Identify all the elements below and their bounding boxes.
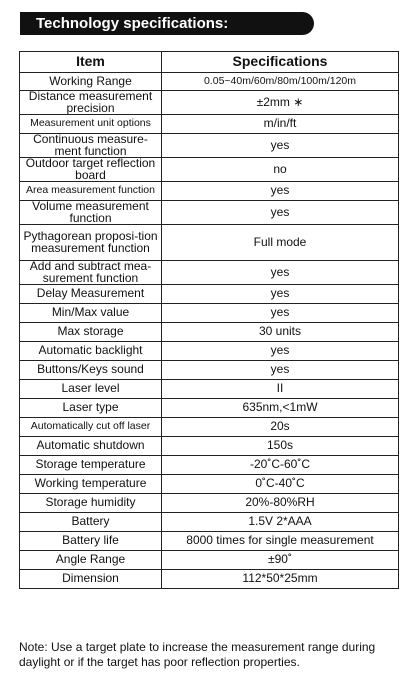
item-cell: Outdoor target reflection board — [20, 158, 162, 182]
spec-cell: yes — [162, 134, 399, 158]
spec-cell: yes — [162, 261, 399, 285]
spec-cell: 635nm,<1mW — [162, 399, 399, 418]
item-cell: Working temperature — [20, 475, 162, 494]
table-row — [20, 158, 399, 182]
table-row — [20, 115, 399, 134]
spec-cell: -20˚C-60˚C — [162, 456, 399, 475]
table-row — [20, 456, 399, 475]
spec-cell: 20s — [162, 418, 399, 437]
table-row — [20, 551, 399, 570]
spec-cell: 30 units — [162, 323, 399, 342]
spec-cell: yes — [162, 304, 399, 323]
item-cell: Battery — [20, 513, 162, 532]
table-row — [20, 285, 399, 304]
spec-cell: m/in/ft — [162, 115, 399, 134]
table-row — [20, 91, 399, 115]
item-cell: Min/Max value — [20, 304, 162, 323]
table-row — [20, 437, 399, 456]
spec-cell: ±90˚ — [162, 551, 399, 570]
specifications-table — [19, 51, 399, 589]
item-cell: Laser level — [20, 380, 162, 399]
item-cell: Buttons/Keys sound — [20, 361, 162, 380]
spec-cell: II — [162, 380, 399, 399]
item-cell: Storage temperature — [20, 456, 162, 475]
table-row — [20, 182, 399, 201]
item-cell: Delay Measurement — [20, 285, 162, 304]
table-row — [20, 570, 399, 589]
table-row — [20, 304, 399, 323]
table-row — [20, 323, 399, 342]
item-cell: Distance measurement precision — [20, 91, 162, 115]
item-cell: Dimension — [20, 570, 162, 589]
item-cell: Storage humidity — [20, 494, 162, 513]
item-cell: Automatically cut off laser — [20, 418, 162, 437]
table-header-row — [20, 52, 399, 73]
section-header — [20, 12, 314, 35]
item-cell: Volume measurement function — [20, 201, 162, 225]
spec-cell: yes — [162, 182, 399, 201]
table-body — [20, 73, 399, 589]
item-cell: Continuous measure-ment function — [20, 134, 162, 158]
spec-cell: 1.5V 2*AAA — [162, 513, 399, 532]
item-cell: Max storage — [20, 323, 162, 342]
spec-cell: yes — [162, 201, 399, 225]
spec-cell: ±2mm ∗ — [162, 91, 399, 115]
item-cell: Working Range — [20, 73, 162, 91]
table-row — [20, 201, 399, 225]
table-row — [20, 513, 399, 532]
item-cell: Laser type — [20, 399, 162, 418]
item-cell: Area measurement function — [20, 182, 162, 201]
item-cell: Battery life — [20, 532, 162, 551]
spec-cell: yes — [162, 361, 399, 380]
spec-cell: 150s — [162, 437, 399, 456]
item-cell: Angle Range — [20, 551, 162, 570]
spec-cell: 8000 times for single measurement — [162, 532, 399, 551]
table-row — [20, 399, 399, 418]
table-row — [20, 134, 399, 158]
table-row — [20, 494, 399, 513]
spec-cell: 112*50*25mm — [162, 570, 399, 589]
table-row — [20, 475, 399, 494]
spec-cell: 0˚C-40˚C — [162, 475, 399, 494]
table-row — [20, 361, 399, 380]
section-title: Technology specifications: — [36, 15, 229, 32]
table-row — [20, 342, 399, 361]
table-row — [20, 532, 399, 551]
table-row — [20, 73, 399, 91]
item-cell: Automatic shutdown — [20, 437, 162, 456]
spec-cell: 20%-80%RH — [162, 494, 399, 513]
spec-cell: no — [162, 158, 399, 182]
spec-cell: 0.05~40m/60m/80m/100m/120m — [162, 73, 399, 91]
spec-cell: yes — [162, 342, 399, 361]
item-cell: Measurement unit options — [20, 115, 162, 134]
table-row — [20, 418, 399, 437]
spec-cell: Full mode — [162, 225, 399, 261]
footnote: Note: Use a target plate to increase the measurement range during daylight or if the target has poor reflection properties. — [19, 640, 376, 669]
item-cell: Pythagorean proposi-tion measurement function — [20, 225, 162, 261]
table-row — [20, 261, 399, 285]
item-cell: Automatic backlight — [20, 342, 162, 361]
item-cell: Add and subtract mea-surement function — [20, 261, 162, 285]
column-header-item: Item — [20, 52, 162, 73]
spec-cell: yes — [162, 285, 399, 304]
column-header-specifications: Specifications — [162, 52, 399, 73]
table-row — [20, 380, 399, 399]
table-row — [20, 225, 399, 261]
